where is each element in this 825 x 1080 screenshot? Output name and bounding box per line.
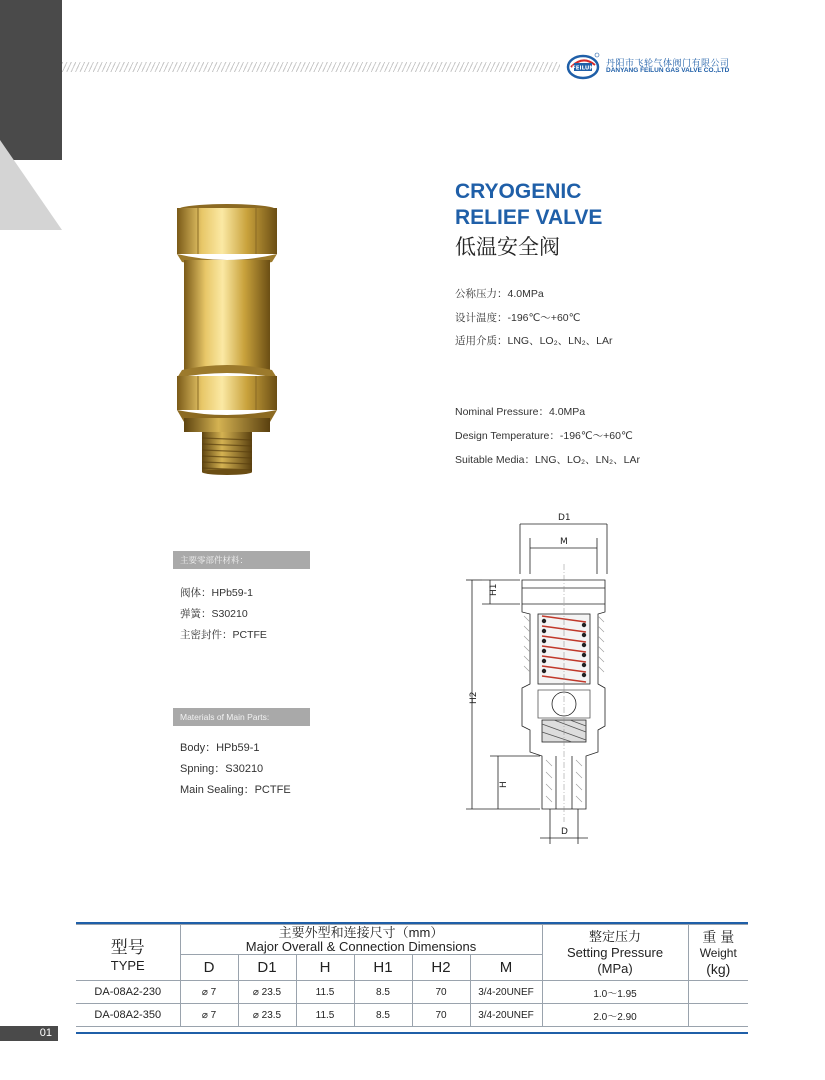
product-title-line2: RELIEF VALVE [455,206,603,229]
table-col-h1: H1 [354,955,412,981]
table-bottom-rule [76,1032,748,1034]
spec-en-temperature: Design Temperature：-196℃～+60℃ [455,430,633,442]
table-header-pressure-unit: (MPa) [597,960,633,976]
cell-d: ⌀ 7 [180,981,238,1004]
table-header-weight-unit: (kg) [706,960,731,977]
dim-label-h: H [499,781,509,788]
table-header-type-cn: 型号 [110,937,145,957]
cell-weight [688,1004,748,1027]
material-cn-sealing: 主密封件：PCTFE [180,629,267,641]
cell-m: 3/4-20UNEF [470,981,542,1004]
material-en-spring: Spning：S30210 [180,763,264,775]
material-en-body: Body：HPb59-1 [180,742,260,754]
table-header-dimensions-en: Major Overall & Connection Dimensions [245,938,477,954]
cell-h1: 8.5 [354,1004,412,1027]
table-header-type-en: TYPE [110,957,145,973]
table-col-m: M [470,955,542,981]
cell-pressure: 2.0～2.90 [542,1004,688,1027]
product-title-cn: 低温安全阀 [455,236,560,259]
cell-type: DA-08A2-350 [76,1004,180,1027]
table-header-pressure-en: Setting Pressure [566,944,664,960]
table-header-dimensions-cn: 主要外型和连接尺寸（mm） [278,924,444,940]
technical-drawing [462,504,630,854]
table-row [76,981,748,1004]
company-name-en: DANYANG FEILUN GAS VALVE CO.,LTD [606,67,730,74]
material-cn-body: 阀体：HPb59-1 [180,587,253,599]
cell-h: 11.5 [296,1004,354,1027]
cell-h2: 70 [412,981,470,1004]
cell-m: 3/4-20UNEF [470,1004,542,1027]
cell-weight [688,981,748,1004]
spec-en-media: Suitable Media：LNG、LO₂、LN₂、LAr [455,454,640,466]
table-col-h2: H2 [412,955,470,981]
cell-pressure: 1.0～1.95 [542,981,688,1004]
header-hatched-line [62,62,560,72]
cell-d1: ⌀ 23.5 [238,981,296,1004]
materials-cn-label: 主要零部件材料： [173,551,310,569]
cell-h: 11.5 [296,981,354,1004]
table-header-weight [688,925,748,981]
spec-cn-temperature: 设计温度：-196℃～+60℃ [455,312,581,324]
table-header-weight-cn: 重 量 [702,928,735,945]
dim-label-h2: H2 [469,691,479,704]
product-title-en [455,179,602,231]
dimension-table [76,924,748,1027]
page-number: 01 [0,1026,58,1041]
material-en-sealing: Main Sealing：PCTFE [180,784,291,796]
cell-d: ⌀ 7 [180,1004,238,1027]
dim-label-m: M [560,537,568,547]
table-col-d1: D1 [238,955,296,981]
table-col-h: H [296,955,354,981]
logo-text: FEILUN [572,65,594,72]
corner-decoration-light [0,140,62,230]
cell-type: DA-08A2-230 [76,981,180,1004]
spec-en-pressure: Nominal Pressure：4.0MPa [455,406,586,418]
dim-label-d1: D1 [558,513,571,523]
dim-label-d: D [561,827,568,837]
company-name-cn: 丹阳市飞轮气体阀门有限公司 [606,58,730,68]
table-row [76,1004,748,1027]
table-header-type [76,925,180,981]
table-col-d: D [180,955,238,981]
table-header-weight-en: Weight [699,945,737,960]
table-header-pressure-cn: 整定压力 [589,928,642,944]
company-logo-icon [566,52,600,80]
spec-cn-media: 适用介质：LNG、LO₂、LN₂、LAr [455,335,613,347]
table-header-dimensions [180,925,542,955]
materials-en-label: Materials of Main Parts: [173,708,310,726]
cell-d1: ⌀ 23.5 [238,1004,296,1027]
product-title-line1: CRYOGENIC [455,180,582,203]
table-header-pressure [542,925,688,981]
cell-h2: 70 [412,1004,470,1027]
cell-h1: 8.5 [354,981,412,1004]
spec-cn-pressure: 公称压力：4.0MPa [455,288,544,300]
material-cn-spring: 弹簧：S30210 [180,608,248,620]
product-photo [168,200,286,480]
dim-label-h1: H1 [489,583,499,596]
